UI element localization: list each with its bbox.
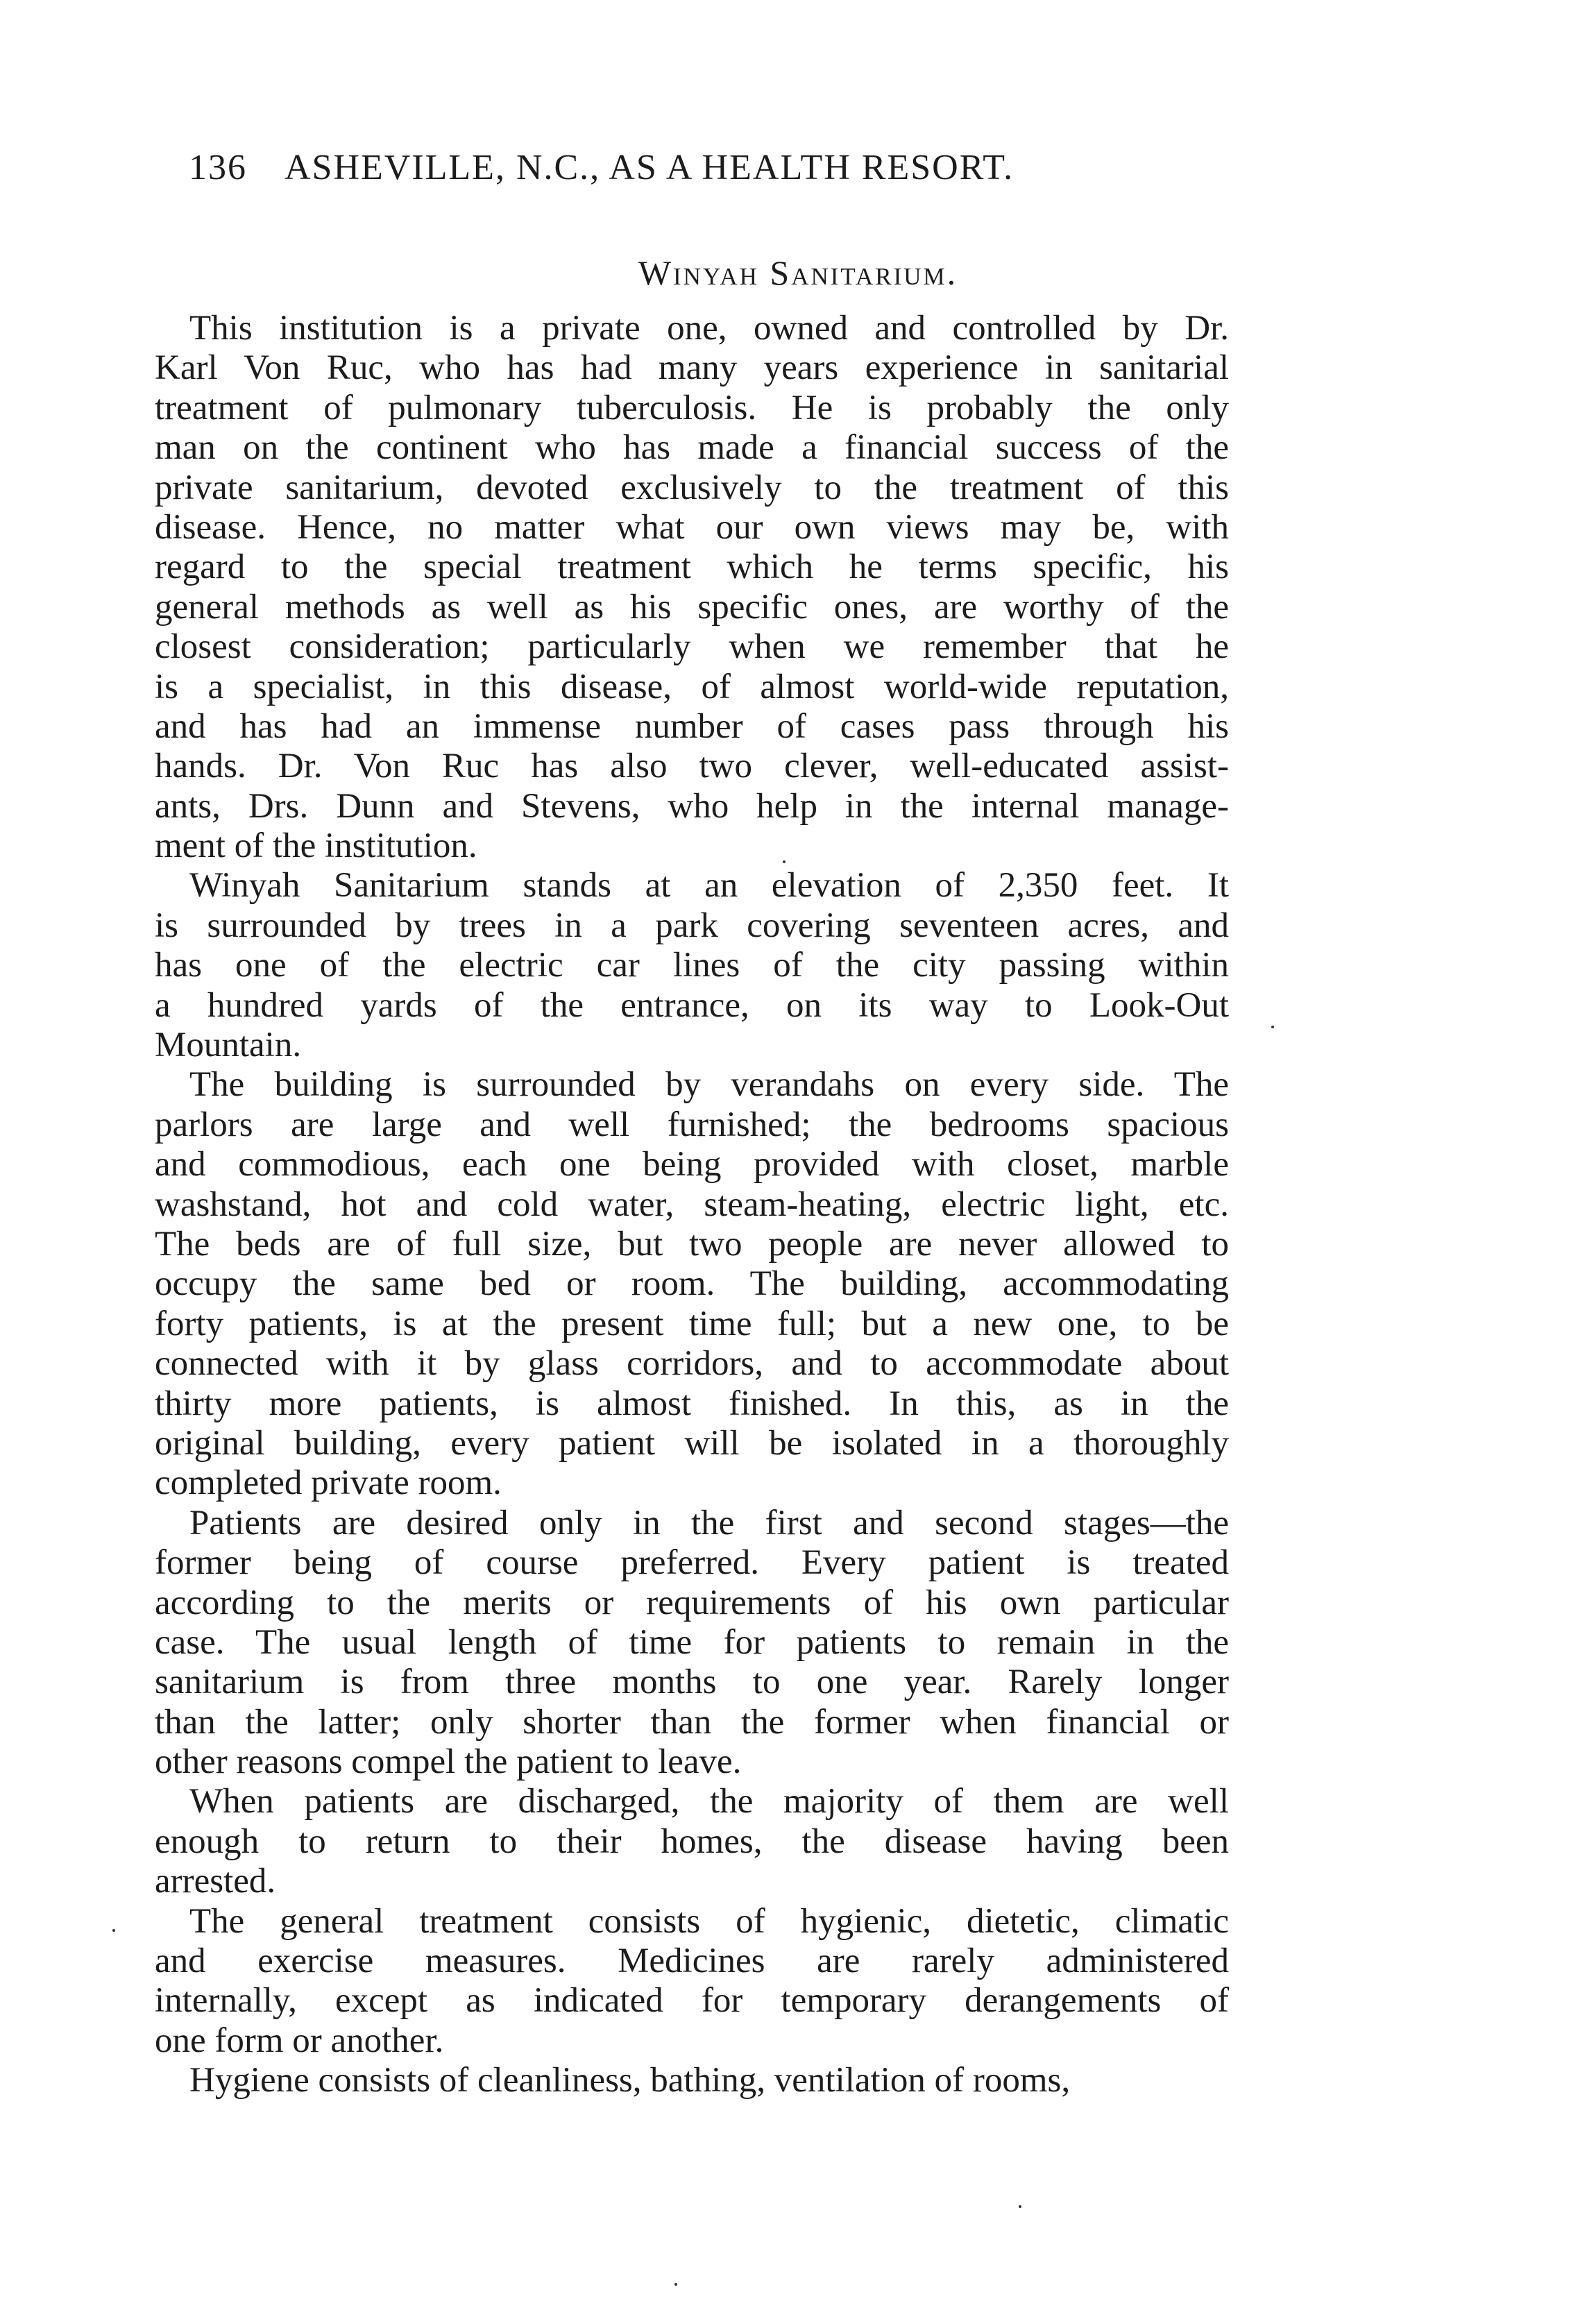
- text-line: regard to the special treatment which he terms specific, his: [155, 547, 1229, 587]
- paragraph: [155, 866, 1229, 1065]
- text-line: and commodious, each one being provided with closet, marble: [155, 1145, 1229, 1184]
- scan-speck: [674, 2283, 677, 2286]
- text-line: one form or another.: [155, 2021, 444, 2060]
- paragraph: [155, 1782, 1229, 1901]
- text-line: former being of course preferred. Every patient is treated: [155, 1543, 1229, 1583]
- text-line: disease. Hence, no matter what our own views may be, with: [155, 507, 1229, 547]
- text-line: Karl Von Ruc, who has had many years experience in sanitarial: [155, 348, 1229, 388]
- text-line: closest consideration; particularly when we remember that he: [155, 627, 1229, 667]
- text-line: a hundred yards of the entrance, on its way to Look-Out: [155, 985, 1229, 1025]
- text-line: man on the continent who has made a financial success of the: [155, 428, 1229, 468]
- text-line: ants, Drs. Dunn and Stevens, who help in the internal manage-: [155, 786, 1229, 826]
- scan-speck: [783, 860, 786, 863]
- text-line: internally, except as indicated for temporary derangements of: [155, 1981, 1229, 2021]
- running-head: [189, 147, 1271, 196]
- text-line: ment of the institution.: [155, 826, 477, 866]
- scan-speck: [1271, 1026, 1274, 1028]
- text-line: is surrounded by trees in a park covering seventeen acres, and: [155, 906, 1229, 945]
- running-title: ASHEVILLE, N.C., AS A HEALTH RESORT.: [285, 148, 1015, 187]
- text-line: forty patients, is at the present time full; but a new one, to be: [155, 1304, 1229, 1343]
- text-line: washstand, hot and cold water, steam-heating, electric light, etc.: [155, 1184, 1229, 1224]
- page-number: 136: [189, 148, 247, 187]
- text-line: general methods as well as his specific ones, are worthy of the: [155, 587, 1229, 627]
- text-line: Patients are desired only in the first and second stages—the: [189, 1503, 1229, 1543]
- text-line: is a specialist, in this disease, of almost world-wide reputation,: [155, 667, 1229, 706]
- text-line: hands. Dr. Von Ruc has also two clever, well-educated assist-: [155, 747, 1229, 786]
- text-line: Winyah Sanitarium stands at an elevation of 2,350 feet. It: [189, 866, 1229, 906]
- scan-speck: [1019, 2205, 1021, 2208]
- text-line: Mountain.: [155, 1026, 302, 1065]
- text-line: thirty more patients, is almost finished. In this, as in the: [155, 1384, 1229, 1423]
- text-line: original building, every patient will be isolated in a thoroughly: [155, 1423, 1229, 1463]
- text-line: Hygiene consists of cleanliness, bathing, ventilation of rooms,: [189, 2061, 1071, 2100]
- text-line: than the latter; only shorter than the former when financial or: [155, 1702, 1229, 1742]
- text-line: other reasons compel the patient to leave.: [155, 1742, 742, 1782]
- scan-speck: [112, 1929, 115, 1932]
- section-title: Winyah Sanitarium.: [638, 253, 958, 292]
- text-line: has one of the electric car lines of the city passing within: [155, 946, 1229, 985]
- text-line: sanitarium is from three months to one year. Rarely longer: [155, 1663, 1229, 1702]
- text-line: connected with it by glass corridors, and to accommodate about: [155, 1344, 1229, 1384]
- text-line: enough to return to their homes, the disease having been: [155, 1821, 1229, 1861]
- text-line: The general treatment consists of hygienic, dietetic, climatic: [189, 1901, 1229, 1941]
- text-line: arrested.: [155, 1862, 276, 1901]
- text-line: The beds are of full size, but two people are never allowed to: [155, 1224, 1229, 1264]
- text-line: completed private room.: [155, 1463, 502, 1503]
- text-line: parlors are large and well furnished; the bedrooms spacious: [155, 1105, 1229, 1144]
- paragraph: [155, 309, 1229, 866]
- paragraph: [155, 1902, 1229, 2062]
- text-line: occupy the same bed or room. The building, accommodating: [155, 1264, 1229, 1304]
- text-line: treatment of pulmonary tuberculosis. He is probably the only: [155, 388, 1229, 427]
- paragraph: [155, 1065, 1229, 1503]
- text-line: The building is surrounded by verandahs on every side. The: [189, 1065, 1229, 1105]
- body-text: [155, 309, 1229, 2101]
- paragraph: [155, 1504, 1229, 1783]
- text-line: This institution is a private one, owned and controlled by Dr.: [189, 309, 1229, 348]
- paragraph: [155, 2061, 1229, 2100]
- text-line: and exercise measures. Medicines are rarely administered: [155, 1942, 1229, 1981]
- text-line: When patients are discharged, the majority of them are well: [189, 1782, 1229, 1821]
- text-line: private sanitarium, devoted exclusively to the treatment of this: [155, 468, 1229, 507]
- text-line: case. The usual length of time for patients to remain in the: [155, 1622, 1229, 1662]
- text-line: and has had an immense number of cases pass through his: [155, 706, 1229, 746]
- text-line: according to the merits or requirements of his own particular: [155, 1583, 1229, 1622]
